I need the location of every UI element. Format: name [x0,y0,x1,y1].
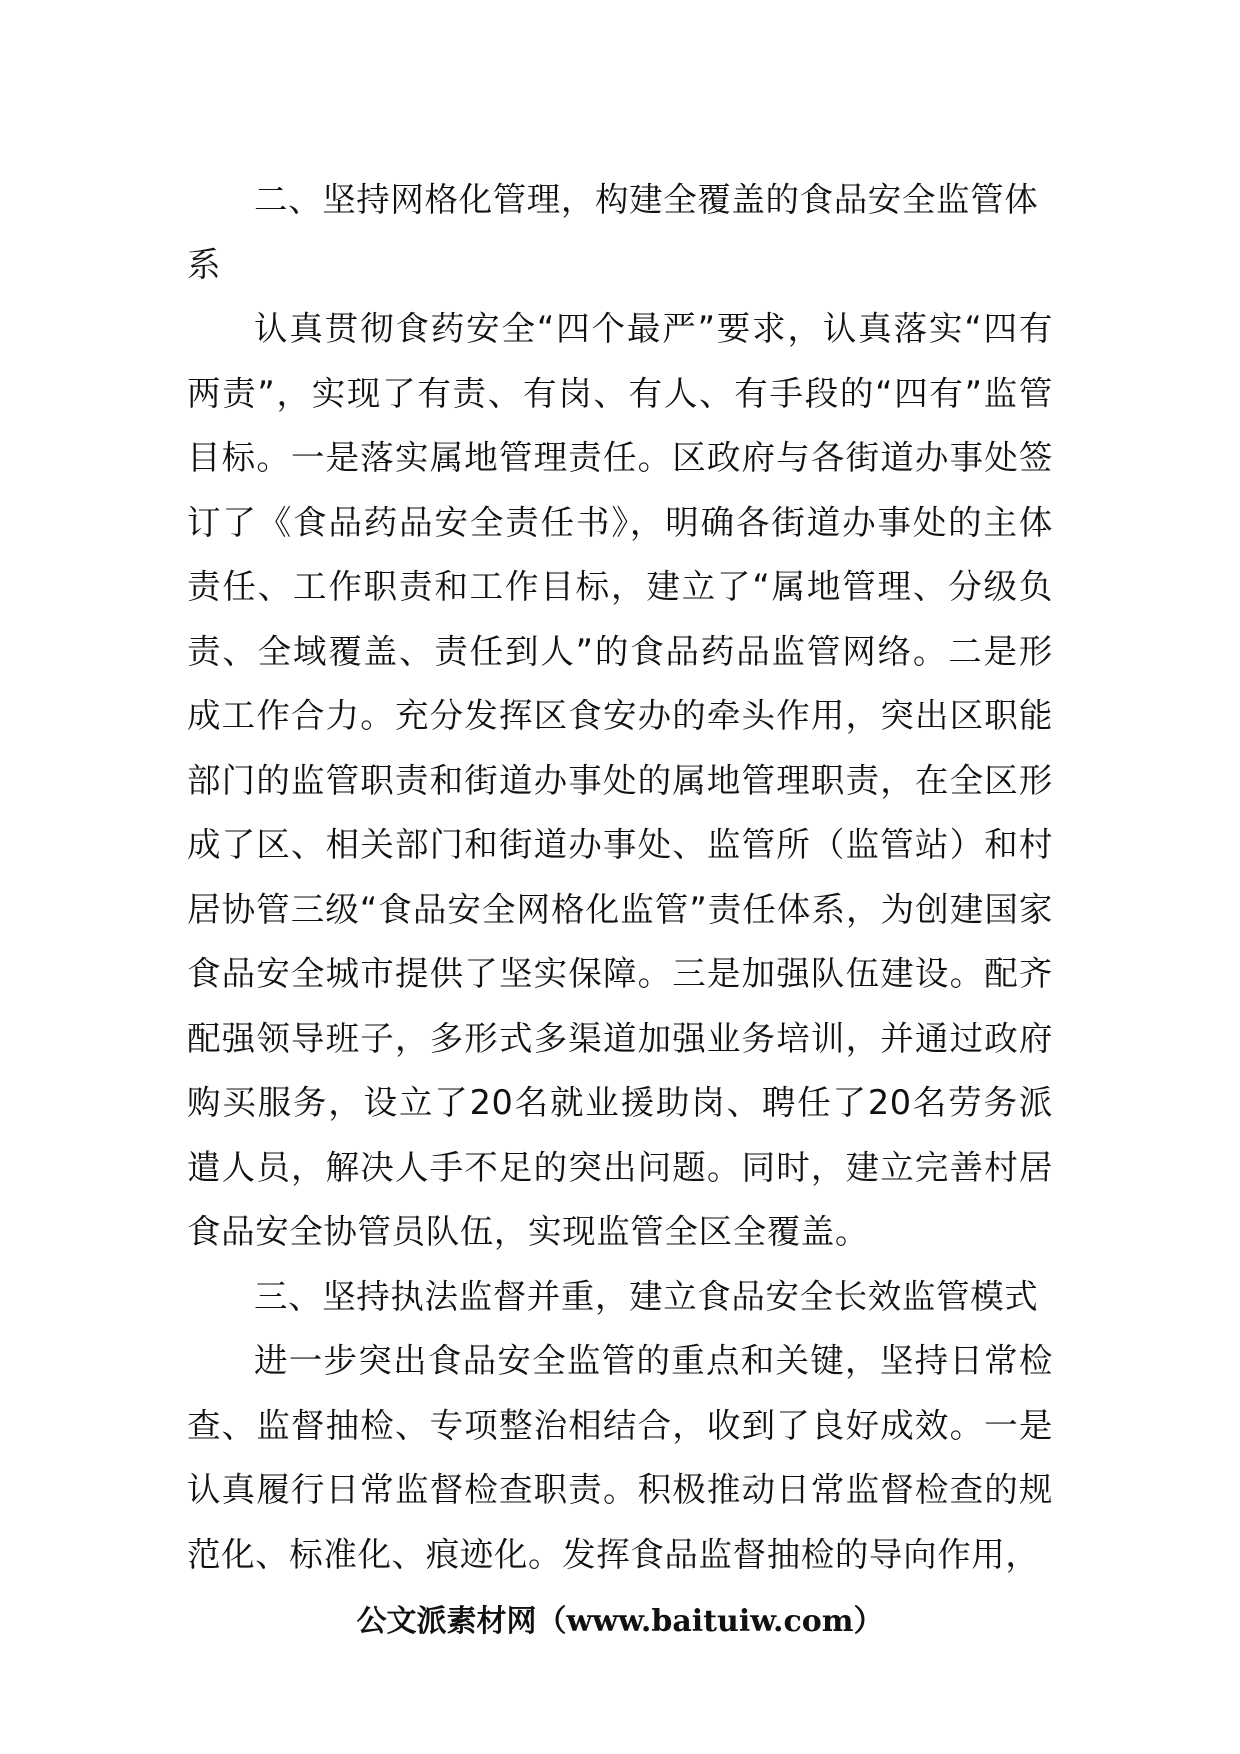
section-paragraph-2: 认真贯彻食药安全“四个最严”要求，认真落实“四有两责”，实现了有责、有岗、有人、有手段的“四有”监管目标。一是落实属地管理责任。区政府与各街道办事处签订了《食品药品安全责任书》，明确各街道办事处的主体责任、工作职责和工作目标，建立了“属地管理、分级负责、全域覆盖、责任到人”的食品药品监管网络。二是形成工作合力。充分发挥区食安办的牵头作用，突出区职能部门的监管职责和街道办事处的属地管理职责，在全区形成了区、相关部门和街道办事处、监管所（监管站）和村居协管三级“食品安全网格化监管”责任体系，为创建国家食品安全城市提供了坚实保障。三是加强队伍建设。配齐配强领导班子，多形式多渠道加强业务培训，并通过政府购买服务，设立了20名就业援助岗、聘任了20名劳务派遣人员，解决人手不足的突出问题。同时，建立完善村居食品安全协管员队伍，实现监管全区全覆盖。 [187,309,1053,1251]
section-paragraph-3: 进一步突出食品安全监管的重点和关键，坚持日常检查、监督抽检、专项整治相结合，收到了良好成效。一是认真履行日常监督检查职责。积极推动日常监督检查的规范化、标准化、痕迹化。发挥食品监督抽检的导向作用， [187,1341,1053,1574]
watermark-footer: 公文派素材网（www.baituiw.com） [356,1604,884,1639]
section-heading-3: 三、坚持执法监督并重，建立食品安全长效监管模式 [254,1276,1039,1316]
section-heading-2: 二、坚持网格化管理，构建全覆盖的食品安全监管体系 [187,180,1039,284]
document-body [187,168,1053,1587]
